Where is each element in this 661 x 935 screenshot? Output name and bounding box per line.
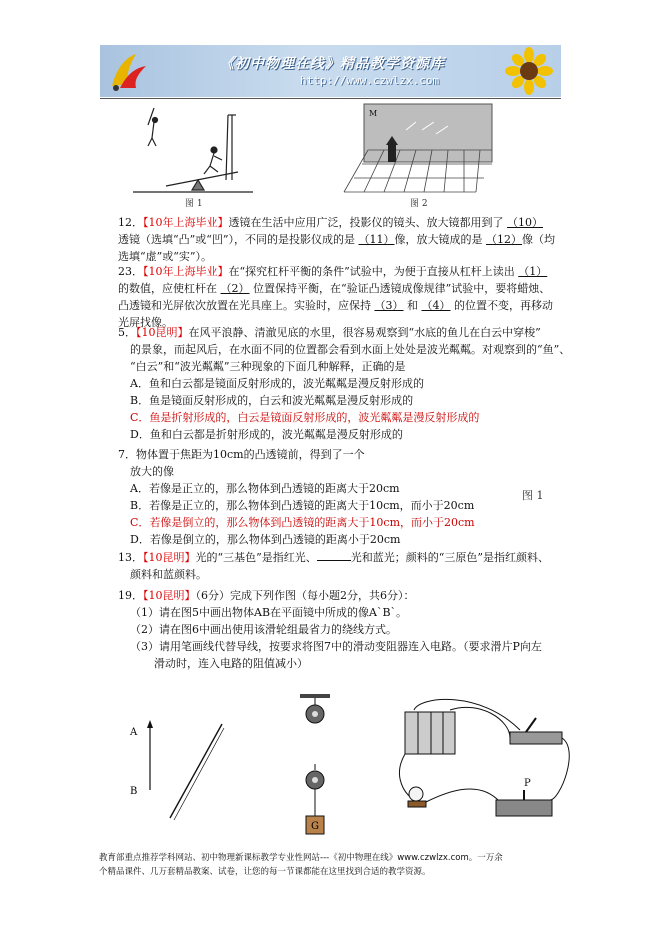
q7-figure-label: 图 1 — [522, 489, 544, 502]
figure-2-label-m: M — [369, 109, 378, 118]
q23-blank-3: （3） — [374, 299, 404, 312]
q12-text-1: 透镜在生活中应用广泛，投影仪的镜头、放大镜都用到了 — [228, 216, 507, 229]
banner-url[interactable]: http://www.czwlzx.com — [300, 74, 440, 87]
q23-number: 23． — [118, 265, 143, 278]
figure-1-caption: 图 1 — [185, 199, 203, 209]
q12-blank-12: （12） — [486, 233, 522, 246]
sunflower-icon — [495, 47, 555, 97]
q12-source-tag: 【10年上海毕业】 — [143, 216, 229, 229]
question-12 — [118, 214, 568, 265]
q12-text-3: 像，放大镜成的是 — [394, 233, 486, 246]
q13-text-3: 颜料和蓝颜料。 — [130, 568, 207, 581]
footer-line-2: 个精品课件、几万套精品教案、试卷，让您的每一节课都能在这里找到合适的教学资源。 — [99, 867, 431, 877]
q23-text-2: 的数值，应使杠杆在 — [118, 282, 221, 295]
question-19 — [118, 587, 568, 672]
bottom-figures — [120, 690, 570, 840]
site-logo-icon — [106, 50, 150, 92]
question-5 — [118, 324, 571, 443]
label-a: A — [130, 727, 138, 738]
q23-text-3: 位置保持平衡，在“验证凸透镜成像规律”试验中，要将蜡烛、 — [249, 282, 551, 295]
banner-title: 《初中物理在线》精品教学资源库 — [220, 56, 445, 72]
q7-text-2: 放大的像 — [130, 465, 174, 478]
q19-item-1: （1）请在图5中画出物体AB在平面镜中所成的像A`B`。 — [130, 606, 408, 619]
q5-number: 5． — [118, 326, 136, 339]
figure-7-circuit — [400, 699, 570, 816]
q5-option-c-answer: C．鱼是折射形成的，白云是镜面反射形成的，波光粼粼是漫反射形成的 — [130, 411, 480, 424]
q12-text-4: 像（均 — [522, 233, 555, 246]
q23-blank-2: （2） — [220, 282, 250, 295]
question-13 — [118, 549, 568, 583]
figure-2-mirror-grid — [326, 100, 506, 200]
q19-item-2: （2）请在图6中画出使用该滑轮组最省力的绕线方式。 — [130, 623, 397, 636]
q7-option-b: B．若像是正立的，那么物体到凸透镜的距离大于10cm，而小于20cm — [130, 499, 475, 512]
label-p: P — [524, 778, 531, 789]
q19-source-tag: 【10昆明】 — [143, 589, 196, 602]
figure-1-seesaw — [128, 100, 263, 200]
figure-5-mirror — [129, 720, 224, 820]
q23-text-4: 凸透镜和光屏依次放置在光具座上。实验时，应保持 — [118, 299, 375, 312]
q5-option-a: A．鱼和白云都是镜面反射形成的，波光粼粼是漫反射形成的 — [130, 377, 424, 390]
q12-blank-10: （10） — [507, 216, 543, 229]
q13-blank — [317, 560, 351, 561]
q23-blank-4: （4） — [421, 299, 451, 312]
figure-6-pulley — [300, 694, 330, 834]
question-23 — [118, 263, 568, 331]
q5-option-d: D．鱼和白云都是折射形成的，波光粼粼是漫反射形成的 — [130, 428, 403, 441]
q7-number: 7． — [118, 448, 136, 461]
q7-text-1: 物体置于焦距为10cm的凸透镜前，得到了一个 — [136, 448, 365, 461]
label-g: G — [311, 821, 319, 832]
q19-item-3: （3）请用笔画线代替导线，按要求将图7中的滑动变阻器连入电路。（要求滑片P向左 — [130, 640, 542, 653]
q13-text-1: 光的“三基色”是指红光、 — [195, 551, 317, 564]
q23-text-1: 在“探究杠杆平衡的条件”试验中，为便于直接从杠杆上读出 — [228, 265, 519, 278]
q23-blank-1: （1） — [518, 265, 548, 278]
q12-text-5: 选填“虚”或“实”）。 — [118, 250, 212, 263]
q19-number: 19． — [118, 589, 143, 602]
q5-text-3: “白云”和“波光粼粼”三种现象的下面几种解释，正确的是 — [130, 360, 406, 373]
q23-text-6: 的位置不变，再移动 — [450, 299, 553, 312]
q23-text-5: 和 — [403, 299, 422, 312]
q7-option-a: A．若像是正立的，那么物体到凸透镜的距离大于20cm — [130, 482, 400, 495]
q5-text-1: 在风平浪静、清澈见底的水里，很容易观察到“水底的鱼儿在白云中穿梭” — [188, 326, 541, 339]
label-b: B — [130, 786, 138, 797]
q5-option-b: B．鱼是镜面反射形成的，白云和波光粼粼是漫反射形成的 — [130, 394, 414, 407]
q13-number: 13． — [118, 551, 143, 564]
q7-option-c-answer: C．若像是倒立的，那么物体到凸透镜的距离大于10cm，而小于20cm — [130, 516, 475, 529]
footer-line-1: 教育部重点推荐学科网站、初中物理新课标教学专业性网站---《初中物理在线》www.czwlzx.com。一万余 — [99, 853, 503, 863]
q19-item-3-cont: 滑动时，连入电路的阻值减小） — [154, 657, 308, 670]
question-7 — [118, 446, 568, 548]
header-rule — [100, 98, 561, 99]
q13-text-2: 光和蓝光；颜料的“三原色”是指红颜料、 — [350, 551, 549, 564]
q12-number: 12． — [118, 216, 143, 229]
q13-source-tag: 【10昆明】 — [143, 551, 196, 564]
q7-option-d: D．若像是倒立的，那么物体到凸透镜的距离小于20cm — [130, 533, 401, 546]
q23-source-tag: 【10年上海毕业】 — [143, 265, 229, 278]
q12-blank-11: （11） — [358, 233, 395, 246]
header-banner — [100, 45, 561, 97]
q19-text-1: （6分）完成下列作图（每小题2分，共6分）： — [195, 589, 415, 602]
page-footer — [99, 851, 569, 879]
q5-text-2: 的景象，而起风后，在水面不同的位置都会看到水面上处处是波光粼粼。对观察到的“鱼”、 — [130, 343, 571, 356]
q12-text-2: 透镜（选填“凸”或“凹”），不同的是投影仪成的是 — [118, 233, 359, 246]
q23-text-7: 光屏找像。 — [118, 316, 173, 329]
q5-source-tag: 【10昆明】 — [136, 326, 189, 339]
figure-2-caption: 图 2 — [410, 199, 428, 209]
